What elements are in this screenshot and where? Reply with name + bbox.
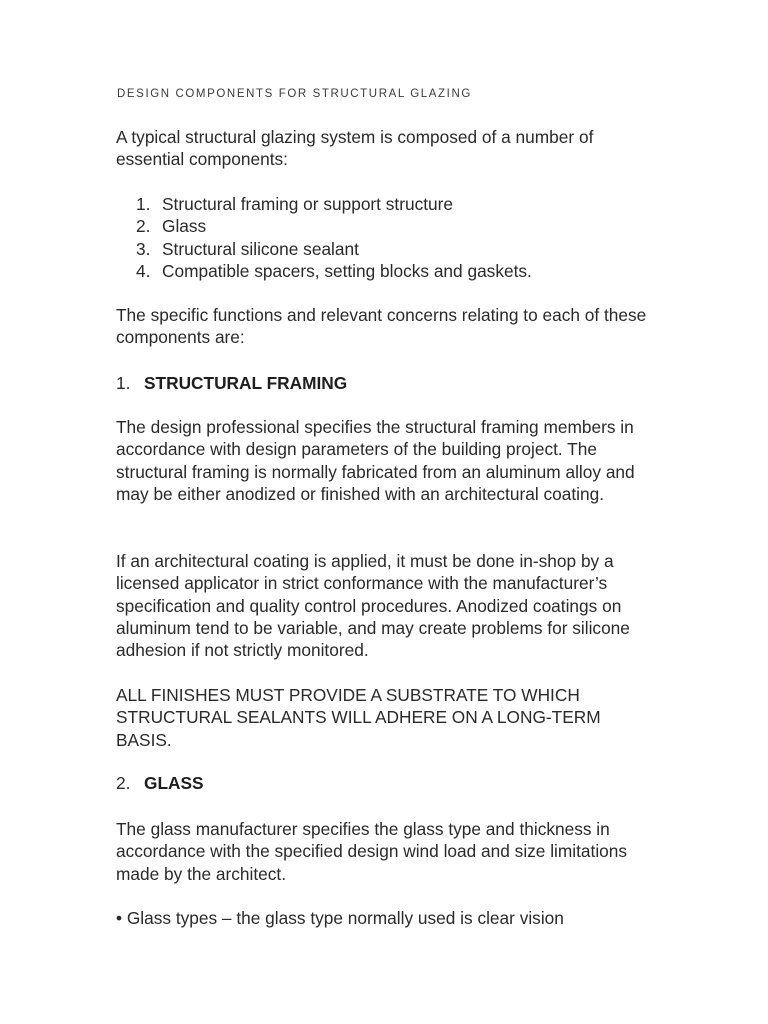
framing-paragraph-1: The design professional specifies the structural framing members in accordance with design parameters of the building project. The structural framing is normally fabricated from an aluminum alloy and may be either anodized or finished with an architectural coating. bbox=[116, 417, 635, 504]
functions-intro-paragraph: The specific functions and relevant concerns relating to each of these components are: bbox=[116, 305, 647, 348]
list-item-text: Structural silicone sealant bbox=[162, 238, 359, 259]
framing-paragraph-2: If an architectural coating is applied, it must be done in-shop by a licensed applicator in strict conformance with the manufacturer’s specification and quality control procedures. Anodized coatings on aluminum tend to be variable, and may create problems for silicone adhesion if not strictly monitored. bbox=[116, 551, 630, 661]
section-number: 2. bbox=[116, 773, 131, 793]
list-item-number: 2. bbox=[136, 216, 151, 237]
framing-paragraph-3: ALL FINISHES MUST PROVIDE A SUBSTRATE TO WHICH STRUCTURAL SEALANTS WILL ADHERE ON A LONG-TERM BASIS. bbox=[116, 685, 601, 750]
section-heading-structural-framing bbox=[116, 372, 347, 394]
section-heading-glass bbox=[116, 772, 204, 794]
list-item bbox=[136, 260, 532, 282]
list-item-text: Compatible spacers, setting blocks and gaskets. bbox=[162, 260, 532, 281]
list-item bbox=[136, 193, 532, 215]
list-item-number: 1. bbox=[136, 194, 151, 214]
list-item-number: 4. bbox=[136, 260, 151, 281]
section-label: DESIGN COMPONENTS FOR STRUCTURAL GLAZING bbox=[117, 88, 472, 100]
list-item-text: Glass bbox=[162, 216, 207, 237]
section-title: STRUCTURAL FRAMING bbox=[144, 373, 348, 393]
components-list bbox=[136, 193, 532, 282]
section-title: GLASS bbox=[144, 773, 204, 793]
list-item-number: 3. bbox=[136, 238, 151, 259]
intro-paragraph: A typical structural glazing system is composed of a number of essential components: bbox=[116, 127, 594, 170]
glass-paragraph-1: The glass manufacturer specifies the glass type and thickness in accordance with the specified design wind load and size limitations made by the architect. bbox=[116, 819, 628, 884]
list-item bbox=[136, 238, 532, 260]
glass-bullet-paragraph: • Glass types – the glass type normally used is clear vision bbox=[116, 908, 564, 928]
list-item bbox=[136, 215, 532, 237]
section-number: 1. bbox=[116, 373, 131, 393]
list-item-text: Structural framing or support structure bbox=[162, 194, 454, 214]
